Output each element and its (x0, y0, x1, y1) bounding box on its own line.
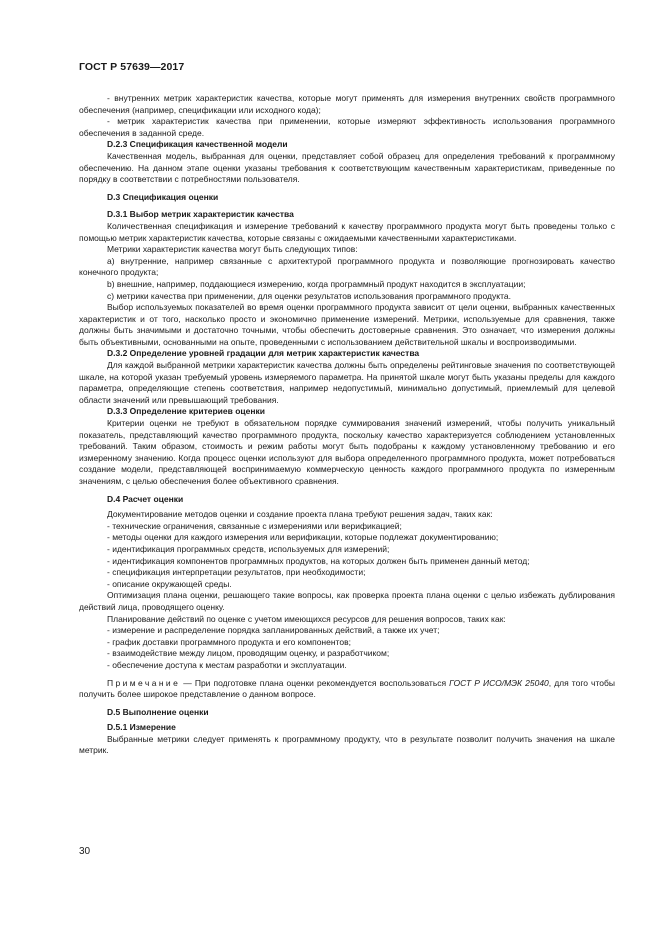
section-heading: D.3.2 Определение уровней градации для метрик характеристик качества (107, 348, 420, 359)
paragraph: Критерии оценки не требуют в обязательном порядке суммирования значений измерений, чтобы получить уникальный показатель, представляющий качество программного продукта, поскольку качество характеризуется соблюдением установленных требований. Таким образом, стоимость и режим работы могут быть подобраны к каждому установленному требованию и его измеренному значению. Когда процесс оценки используют для выбора определенного программного продукта, может потребоваться создание модели, представляющей воспринимаемую коммерческую ценность каждого программного продукта по измеренным значениям, с целью обеспечения более объективного сравнения. (79, 418, 615, 486)
note-reference: ГОСТ Р ИСО/МЭК 25040 (449, 677, 549, 688)
document-body (79, 93, 615, 757)
section-heading: D.3 Спецификация оценки (107, 191, 219, 202)
note-label: Примечание (107, 677, 181, 688)
paragraph: Качественная модель, выбранная для оценки, представляет собой образец для определения требований к программному обеспечению. На данном этапе оценки указаны требования к соответствующим качественным характеристикам, приведенные по порядку в соответствии с потребностями пользователя. (79, 150, 615, 185)
list-item: b) внешние, например, поддающиеся измерению, когда программный продукт находится в эксплуатации; (107, 278, 526, 289)
list-item: а) внутренние, например связанные с архитектурой программного продукта и позволяющие прогнозировать качество конечного продукта; (79, 255, 615, 278)
list-item: - идентификация компонентов программных продуктов, на которых должен быть применен данный метод; (107, 555, 530, 566)
section-heading: D.3.3 Определение критериев оценки (107, 406, 265, 417)
list-item: - график доставки программного продукта и его компонентов; (107, 636, 351, 647)
paragraph: Выбор используемых показателей во время оценки программного продукта зависит от цели оценки, выбранных качественных характеристик и от того, насколько просто и экономично применение измерений. Метрики, используемые для сравнения, также должны быть значимыми и достаточно точными, чтобы обеспечить достоверные сравнения. Это означает, что измерения должны быть объективными, основанными на опыте, проведенными с использованием действительной шкалы и воспроизводимыми. (79, 302, 615, 347)
section-heading: D.3.1 Выбор метрик характеристик качества (107, 209, 294, 220)
paragraph: Оптимизация плана оценки, решающего такие вопросы, как проверка проекта плана оценки с целью избежать дублирования действий лица, проводящего оценку. (79, 590, 615, 612)
list-item: - методы оценки для каждого измерения или верификации, которые подлежат документированию; (107, 532, 499, 543)
paragraph: Метрики характеристик качества могут быть следующих типов: (107, 244, 358, 255)
paragraph: Для каждой выбранной метрики характеристик качества должны быть определены рейтинговые значения по соответствующей шкале, на которой указан требуемый уровень измеряемого параметра. На принятой шкале могут быть указаны пределы для каждого параметра, определяющие степень соответствия, например недопустимый, минимально допустимый, приемлемый для целевой области значений или превышающий требования. (79, 360, 615, 405)
list-item: - технические ограничения, связанные с измерениями или верификацией; (107, 520, 402, 531)
list-item: - идентификация программных средств, используемых для измерений; (107, 543, 390, 554)
section-heading: D.5.1 Измерение (107, 722, 176, 733)
paragraph: Количественная спецификация и измерение требований к качеству программного продукта могут быть проведены только с помощью метрик характеристик качества, которые связаны с ожидаемыми качественными характеристиками. (79, 220, 615, 243)
list-item: с) метрики качества при применении, для оценки результатов использования программного продукта. (107, 290, 511, 301)
paragraph: Выбранные метрики следует применять к программному продукту, что в результате позволит получить значения на шкале метрик. (79, 733, 615, 756)
list-item: - обеспечение доступа к местам разработки и эксплуатации. (107, 659, 347, 670)
note (79, 678, 615, 701)
section-heading: D.5 Выполнение оценки (107, 706, 209, 717)
paragraph: Документирование методов оценки и создание проекта плана требуют решения задач, таких как: (107, 509, 493, 520)
note-text: , для того чтобы получить более широкое представление о данном вопросе. (79, 677, 615, 700)
list-item: - спецификация интерпретации результатов, при необходимости; (107, 567, 366, 578)
page-number: 30 (79, 846, 91, 857)
list-item: - описание окружающей среды. (107, 578, 232, 589)
note-text: — При подготовке плана оценки рекомендуется воспользоваться (180, 677, 450, 688)
paragraph: - внутренних метрик характеристик качества, которые могут применять для измерения внутренних свойств программного обеспечения (например, спецификации или исходного кода); (79, 93, 615, 115)
list-item: - измерение и распределение порядка запланированных действий, а также их учет; (107, 625, 440, 636)
document-header: ГОСТ Р 57639—2017 (79, 61, 185, 73)
section-heading: D.4 Расчет оценки (107, 493, 184, 504)
section-heading: D.2.3 Спецификация качественной модели (107, 139, 288, 150)
list-item: - взаимодействие между лицом, проводящим оценку, и разработчиком; (107, 648, 390, 659)
paragraph: - метрик характеристик качества при применении, которые измеряют эффективность использования программного обеспечения в заданной среде. (79, 116, 615, 138)
paragraph: Планирование действий по оценке с учетом имеющихся ресурсов для решения вопросов, таких как: (107, 613, 506, 624)
